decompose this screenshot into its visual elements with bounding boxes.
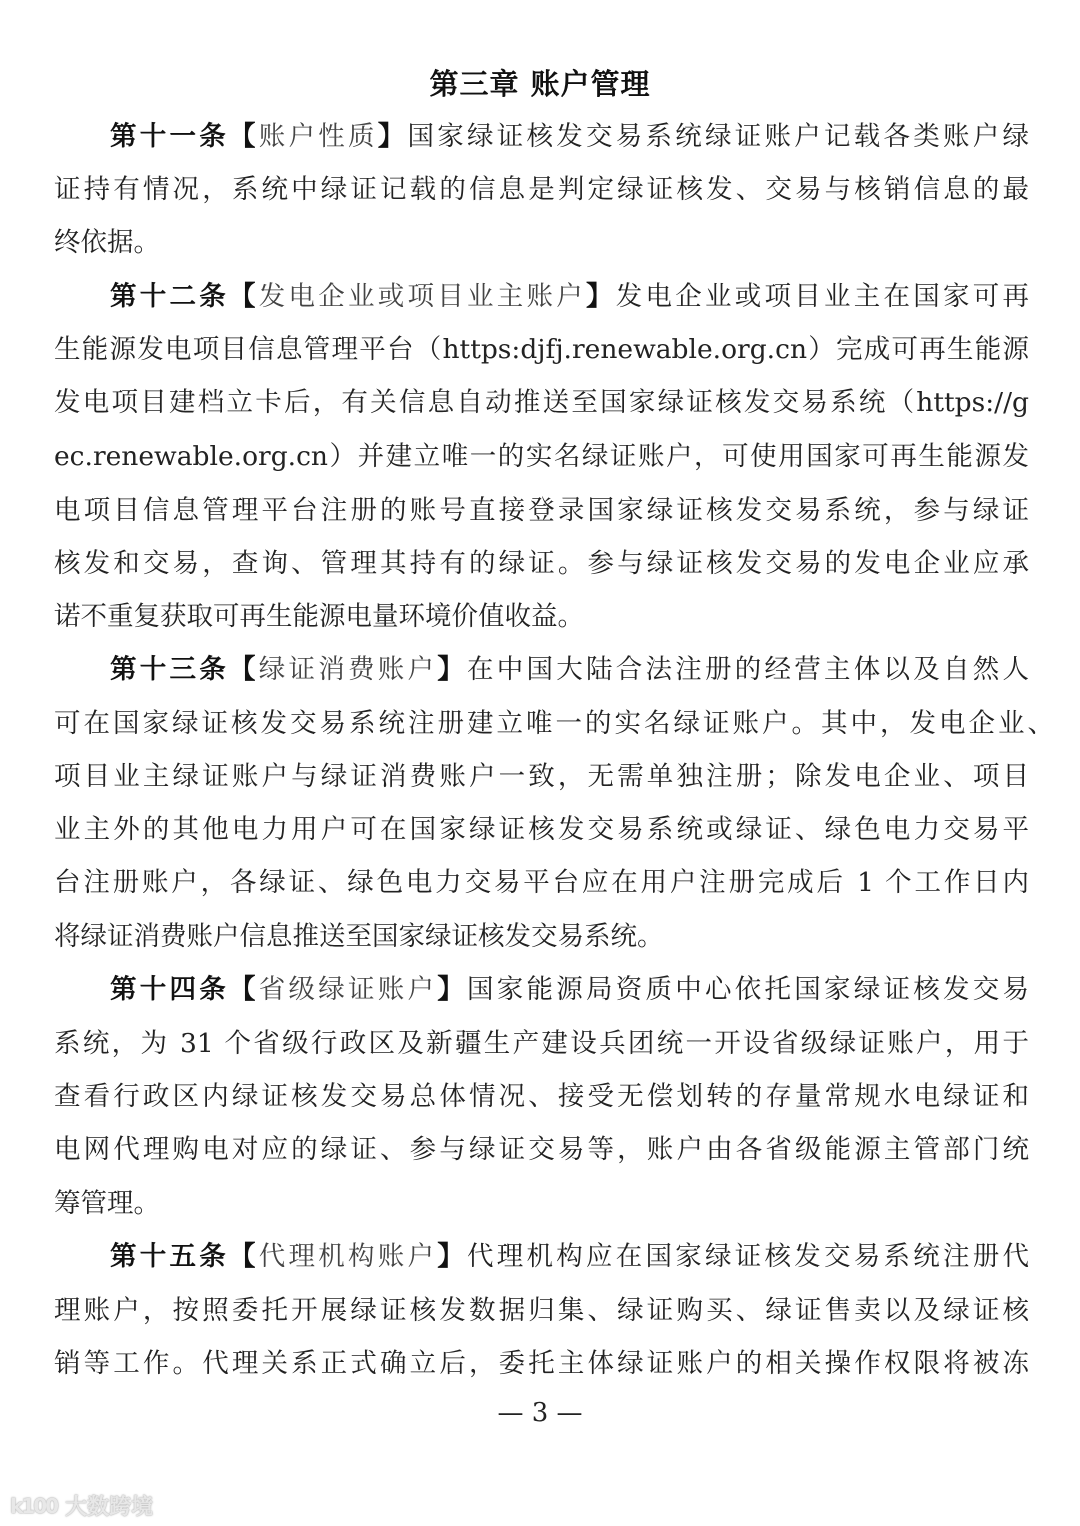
- article-12-line-2: 生能源发电项目信息管理平台（https:djfj.renewable.org.cn）完成可再生能源: [54, 334, 1029, 365]
- article-12-line-1: [110, 277, 1029, 317]
- article-heading: 省级绿证账户: [258, 974, 438, 1005]
- article-13-line-6: 将绿证消费账户信息推送至国家绿证核发交易系统。: [54, 921, 664, 952]
- article-12-line-5: 电项目信息管理平台注册的账号直接登录国家绿证核发交易系统，参与绿证: [54, 495, 1029, 526]
- chapter-title: 第三章 账户管理: [429, 67, 651, 101]
- article-15-line-2: 理账户，按照委托开展绿证核发数据归集、绿证购买、绿证售卖以及绿证核: [54, 1295, 1029, 1326]
- article-14-line-2: 系统，为 31 个省级行政区及新疆生产建设兵团统一开设省级绿证账户，用于: [54, 1028, 1029, 1059]
- article-number: 第十一条: [110, 121, 229, 152]
- watermark-text: 大数跨境: [65, 1495, 154, 1520]
- article-12-line-6: 核发和交易，查询、管理其持有的绿证。参与绿证核发交易的发电企业应承: [54, 548, 1029, 579]
- article-13-line-2: 可在国家绿证核发交易系统注册建立唯一的实名绿证账户。其中，发电企业、: [54, 708, 1054, 739]
- article-text: 国家绿证核发交易系统绿证账户记载各类账户绿: [407, 121, 1029, 152]
- article-text: 国家能源局资质中心依托国家绿证核发交易: [467, 974, 1029, 1005]
- article-heading: 账户性质: [258, 121, 378, 152]
- article-13-line-3: 项目业主绿证账户与绿证消费账户一致，无需单独注册；除发电企业、项目: [54, 761, 1029, 792]
- bracket-close: 】: [377, 121, 408, 152]
- bracket-close: 】: [437, 654, 467, 685]
- article-15-line-3: 销等工作。代理关系正式确立后，委托主体绿证账户的相关操作权限将被冻: [54, 1348, 1029, 1379]
- article-number: 第十四条: [110, 974, 229, 1005]
- article-11-line-1: [110, 117, 1029, 157]
- article-14-line-4: 电网代理购电对应的绿证、参与绿证交易等，账户由各省级能源主管部门统: [54, 1134, 1029, 1165]
- article-text: 发电企业或项目业主在国家可再: [615, 281, 1029, 312]
- article-number: 第十二条: [110, 281, 229, 312]
- bracket-open: 【: [229, 654, 259, 685]
- article-12-line-3: 发电项目建档立卡后，有关信息自动推送至国家绿证核发交易系统（https://g: [54, 387, 1029, 418]
- bracket-open: 【: [229, 121, 259, 152]
- article-12-line-4: ec.renewable.org.cn）并建立唯一的实名绿证账户，可使用国家可再生能源发: [54, 441, 1029, 472]
- article-13-line-5: 台注册账户，各绿证、绿色电力交易平台应在用户注册完成后 1 个工作日内: [54, 867, 1029, 898]
- article-11-line-2: 证持有情况，系统中绿证记载的信息是判定绿证核发、交易与核销信息的最: [54, 174, 1029, 205]
- article-heading: 发电企业或项目业主账户: [258, 281, 586, 312]
- article-14-line-3: 查看行政区内绿证核发交易总体情况、接受无偿划转的存量常规水电绿证和: [54, 1081, 1029, 1112]
- article-text: 代理机构应在国家绿证核发交易系统注册代: [467, 1241, 1029, 1272]
- bracket-close: 】: [586, 281, 616, 312]
- article-heading: 绿证消费账户: [258, 654, 438, 685]
- article-text: 在中国大陆合法注册的经营主体以及自然人: [467, 654, 1029, 685]
- article-14-line-5: 筹管理。: [54, 1188, 160, 1219]
- article-12-line-7: 诺不重复获取可再生能源电量环境价值收益。: [54, 601, 584, 632]
- article-number: 第十三条: [110, 654, 229, 685]
- article-14-line-1: [110, 970, 1029, 1010]
- article-number: 第十五条: [110, 1241, 229, 1272]
- article-13-line-4: 业主外的其他电力用户可在国家绿证核发交易系统或绿证、绿色电力交易平: [54, 814, 1029, 845]
- article-11-line-3: 终依据。: [54, 227, 160, 258]
- bracket-close: 】: [437, 1241, 467, 1272]
- bracket-close: 】: [437, 974, 467, 1005]
- brand-logo-icon: k100: [10, 1493, 58, 1518]
- bracket-open: 【: [229, 1241, 259, 1272]
- article-heading: 代理机构账户: [258, 1241, 438, 1272]
- article-15-line-1: [110, 1237, 1029, 1277]
- article-13-line-1: [110, 650, 1029, 690]
- watermark: [10, 1490, 153, 1521]
- bracket-open: 【: [229, 974, 259, 1005]
- page-number: — 3 —: [497, 1398, 583, 1428]
- bracket-open: 【: [229, 281, 259, 312]
